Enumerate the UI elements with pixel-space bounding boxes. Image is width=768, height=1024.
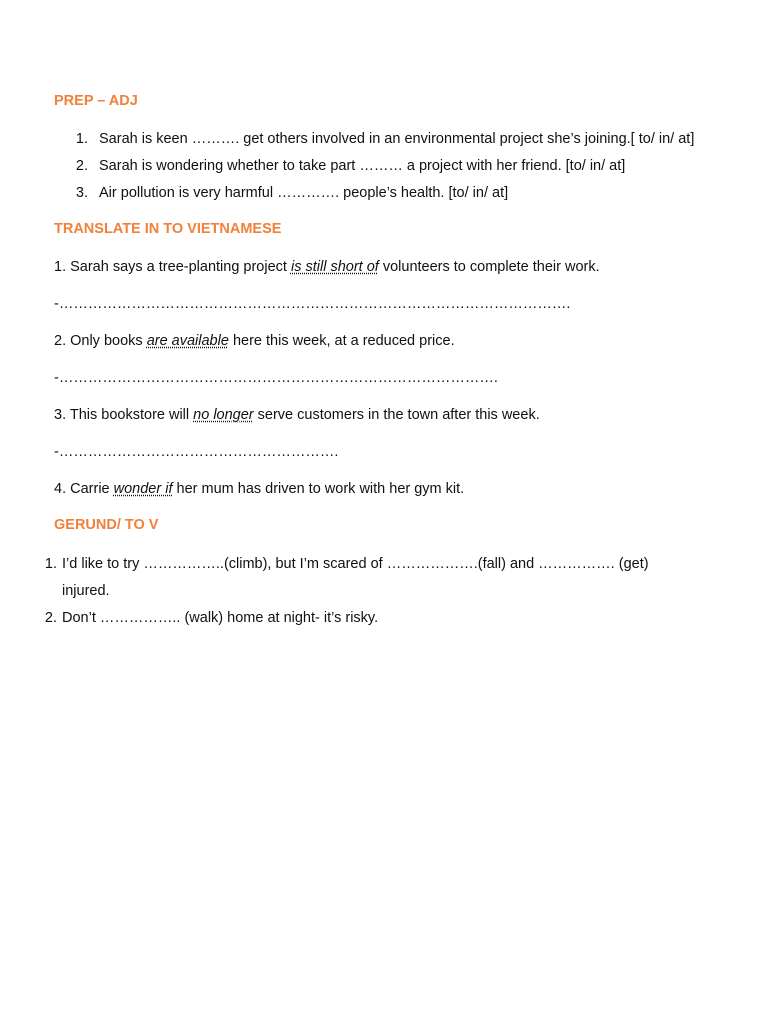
sentence-text: 2. Only books (54, 333, 147, 349)
sentence-text: here this week, at a reduced price. (228, 333, 455, 349)
answer-line: -………………………………………………………………………………. (54, 370, 498, 386)
highlighted-phrase: is still short of (290, 259, 379, 275)
highlighted-phrase: are available (146, 333, 229, 349)
translate-sentence-4 (54, 480, 464, 498)
list-item-number: 2. (44, 610, 57, 626)
translate-sentence-3 (54, 406, 540, 424)
list-item-number: 1. (44, 556, 57, 572)
sentence-text: volunteers to complete their work. (378, 259, 600, 275)
list-item-text: Don’t …………….. (walk) home at night- it’s risky. (62, 610, 379, 626)
answer-line: -……………………………………………………………………………………………. (54, 296, 571, 312)
answer-line: -…………………………………………………. (54, 444, 339, 460)
list-item-text: Sarah is wondering whether to take part ……… a project with her friend. [to/ in/ at] (99, 158, 626, 174)
translate-sentence-2 (54, 332, 455, 350)
list-item-text: I’d like to try ……………..(climb), but I’m scared of ……………….(fall) and ……………. (get) (62, 556, 649, 572)
sentence-text: 3. This bookstore will (54, 407, 194, 423)
sentence-text: 4. Carrie (54, 481, 114, 497)
section-heading-translate: TRANSLATE IN TO VIETNAMESE (54, 221, 282, 237)
sentence-text: 1. Sarah says a tree-planting project (54, 259, 291, 275)
sentence-text: serve customers in the town after this week. (253, 407, 540, 423)
list-item-text: Air pollution is very harmful …………. people’s health. [to/ in/ at] (99, 185, 509, 201)
list-item-text-continued: injured. (62, 583, 110, 599)
sentence-text: her mum has driven to work with her gym kit. (172, 481, 465, 497)
translate-sentence-1 (54, 258, 600, 276)
list-item-number: 2. (75, 158, 88, 174)
list-item-text: Sarah is keen ………. get others involved in an environmental project she’s joining.[ to/ in/ at] (99, 131, 695, 147)
section-heading-gerund: GERUND/ TO V (54, 517, 159, 533)
list-item-number: 1. (75, 131, 88, 147)
highlighted-phrase: no longer (193, 407, 254, 423)
section-heading-prep-adj: PREP – ADJ (54, 93, 138, 109)
highlighted-phrase: wonder if (113, 481, 173, 497)
list-item-number: 3. (75, 185, 88, 201)
